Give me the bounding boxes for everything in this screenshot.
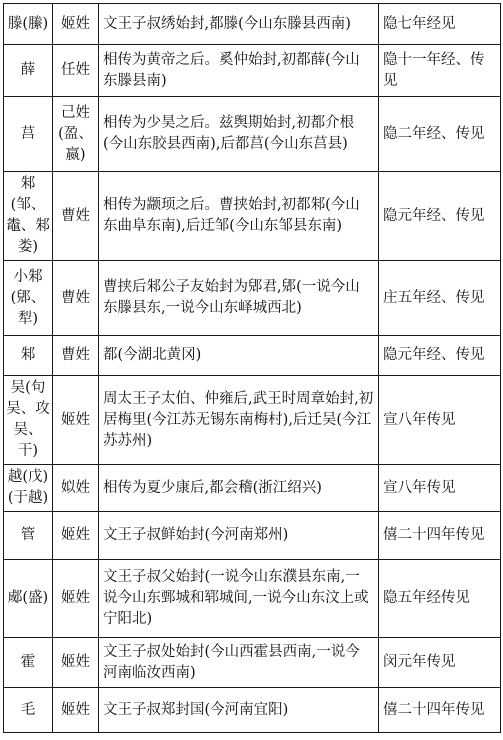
table-row — [4, 336, 501, 376]
state-name-cell: 毛 — [4, 688, 53, 733]
record-reference-cell: 隐十一年经、传见 — [379, 45, 501, 97]
record-reference-cell: 僖二十四年传见 — [379, 512, 501, 560]
origin-description-cell: 都(今湖北黄冈) — [99, 336, 379, 376]
record-reference-cell: 僖二十四年传见 — [379, 688, 501, 733]
clan-surname-cell: 姒姓 — [53, 465, 99, 512]
record-reference-cell: 庄五年经、传见 — [379, 261, 501, 336]
origin-description-cell: 文王子叔绣始封,都滕(今山东滕县西南) — [99, 4, 379, 45]
table-row — [4, 512, 501, 560]
state-name-cell: 霍 — [4, 638, 53, 688]
state-name-cell: 越(戊)(于越) — [4, 465, 53, 512]
origin-description-cell: 相传为颛顼之后。曹挟始封,初都邾(今山东曲阜东南),后迁邹(今山东邹县东南) — [99, 172, 379, 261]
state-name-cell: 薛 — [4, 45, 53, 97]
record-reference-cell: 隐五年经传见 — [379, 560, 501, 638]
table-row — [4, 688, 501, 733]
clan-surname-cell: 任姓 — [53, 45, 99, 97]
state-name-cell: 邾 — [4, 336, 53, 376]
record-reference-cell: 隐元年经、传见 — [379, 172, 501, 261]
clan-surname-cell: 曹姓 — [53, 172, 99, 261]
clan-surname-cell: 姬姓 — [53, 376, 99, 465]
table-row — [4, 376, 501, 465]
state-name-cell: 小邾(郳、犁) — [4, 261, 53, 336]
state-name-cell: 吴(句吴、攻吴、干) — [4, 376, 53, 465]
record-reference-cell: 隐七年经见 — [379, 4, 501, 45]
origin-description-cell: 文王子叔处始封(今山西霍县西南,一说今河南临汝西南) — [99, 638, 379, 688]
vassal-states-table — [3, 3, 501, 733]
clan-surname-cell: 曹姓 — [53, 261, 99, 336]
record-reference-cell: 隐二年经、传见 — [379, 97, 501, 172]
clan-surname-cell: 姬姓 — [53, 4, 99, 45]
origin-description-cell: 文王子叔父始封(一说今山东濮县东南,一说今山东鄄城和郓城间,一说今山东汶上或宁阳北) — [99, 560, 379, 638]
origin-description-cell: 相传为夏少康后,都会稽(浙江绍兴) — [99, 465, 379, 512]
clan-surname-cell: 姬姓 — [53, 638, 99, 688]
table-row — [4, 261, 501, 336]
state-name-cell: 郕(盛) — [4, 560, 53, 638]
clan-surname-cell: 己姓(盈、嬴) — [53, 97, 99, 172]
state-name-cell: 莒 — [4, 97, 53, 172]
origin-description-cell: 文王子叔郑封国(今河南宜阳) — [99, 688, 379, 733]
clan-surname-cell: 姬姓 — [53, 560, 99, 638]
table-row — [4, 97, 501, 172]
table-row — [4, 45, 501, 97]
clan-surname-cell: 姬姓 — [53, 512, 99, 560]
table-row — [4, 4, 501, 45]
table-body — [4, 4, 501, 733]
state-name-cell: 邾(邹、鼄、邾娄) — [4, 172, 53, 261]
origin-description-cell: 曹挟后邾公子友始封为郳君,郳(一说今山东滕县东,一说今山东峄城西北) — [99, 261, 379, 336]
record-reference-cell: 隐元年经、传见 — [379, 336, 501, 376]
origin-description-cell: 相传为少昊之后。兹舆期始封,初都介根(今山东胶县西南),后都莒(今山东莒县) — [99, 97, 379, 172]
table-row — [4, 560, 501, 638]
record-reference-cell: 闵元年传见 — [379, 638, 501, 688]
table-row — [4, 638, 501, 688]
origin-description-cell: 周太王子太伯、仲雍后,武王时周章始封,初居梅里(今江苏无锡东南梅村),后迁吴(今江苏苏州) — [99, 376, 379, 465]
record-reference-cell: 宣八年传见 — [379, 465, 501, 512]
origin-description-cell: 文王子叔鲜始封(今河南郑州) — [99, 512, 379, 560]
record-reference-cell: 宣八年传见 — [379, 376, 501, 465]
origin-description-cell: 相传为黄帝之后。奚仲始封,初都薛(今山东滕县南) — [99, 45, 379, 97]
clan-surname-cell: 姬姓 — [53, 688, 99, 733]
table-row — [4, 465, 501, 512]
clan-surname-cell: 曹姓 — [53, 336, 99, 376]
table-row — [4, 172, 501, 261]
state-name-cell: 滕(縢) — [4, 4, 53, 45]
state-name-cell: 管 — [4, 512, 53, 560]
